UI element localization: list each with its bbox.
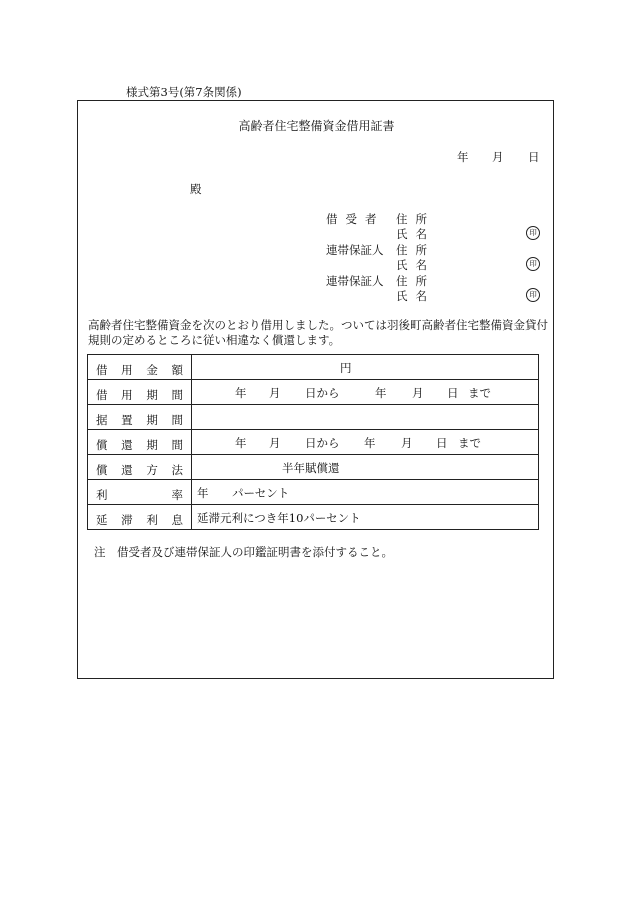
form-number-label: 様式第3号(第7条関係) — [126, 85, 242, 99]
row-label-char: 還 — [121, 462, 133, 477]
start-year: 年 — [235, 386, 247, 400]
row-label-cell — [88, 355, 192, 380]
row-value-cell — [192, 380, 539, 405]
row-label — [88, 457, 191, 478]
borrower-address-label: 住所 — [396, 212, 435, 226]
row-label-char: 額 — [171, 362, 183, 377]
end-year: 年 — [364, 436, 376, 450]
row-label-char: 償 — [96, 437, 108, 452]
row-label-cell — [88, 405, 192, 430]
row-label-cell — [88, 430, 192, 455]
late-interest-value: 延滞元利につき年10パーセント — [197, 511, 361, 525]
row-value-cell — [192, 455, 539, 480]
table-row — [88, 380, 539, 405]
guarantor1-label: 連帯保証人 — [326, 243, 384, 257]
row-label-cell — [88, 455, 192, 480]
guarantor2-seal-mark: 印 — [526, 288, 540, 302]
row-label-char: 期 — [146, 387, 158, 402]
guarantor1-name-label: 氏名 — [396, 258, 435, 272]
row-label-char: 用 — [121, 362, 133, 377]
start-day: 日から — [305, 386, 340, 400]
row-label-char: 率 — [171, 487, 183, 502]
start-year: 年 — [235, 436, 247, 450]
row-label — [88, 407, 191, 428]
certificate-frame — [77, 100, 554, 679]
row-label — [88, 357, 191, 378]
guarantor1-address-label: 住所 — [396, 243, 435, 257]
row-label-char: 間 — [171, 387, 183, 402]
addressee-honorific: 殿 — [190, 182, 202, 196]
end-day: 日 — [436, 436, 448, 450]
row-label-char: 法 — [171, 462, 183, 477]
row-label — [88, 432, 191, 453]
date-day: 日 — [528, 150, 540, 164]
row-label-cell — [88, 380, 192, 405]
rate-year: 年 — [197, 486, 209, 500]
row-label-char: 方 — [146, 462, 158, 477]
rate-percent-unit: パーセント — [232, 486, 290, 500]
row-label-char: 延 — [96, 512, 108, 527]
row-label-char: 息 — [171, 512, 183, 527]
table-row — [88, 505, 539, 530]
row-label-char: 借 — [96, 362, 108, 377]
row-label — [88, 482, 191, 503]
row-value-cell — [192, 405, 539, 430]
row-value-cell — [192, 355, 539, 380]
start-day: 日から — [305, 436, 340, 450]
end-year: 年 — [375, 386, 387, 400]
row-label-char: 期 — [146, 437, 158, 452]
table-row — [88, 480, 539, 505]
row-label-char: 用 — [121, 387, 133, 402]
row-label — [88, 507, 191, 528]
row-label-char: 償 — [96, 462, 108, 477]
borrowing-statement: 高齢者住宅整備資金を次のとおり借用しました。ついては羽後町高齢者住宅整備資金貸付規則の定めるところに従い相違なく償還します。 — [88, 318, 548, 347]
until-text: まで — [458, 436, 481, 450]
document-title: 高齢者住宅整備資金借用証書 — [238, 119, 395, 133]
row-value-cell — [192, 480, 539, 505]
date-month: 月 — [492, 150, 504, 164]
row-label-char: 利 — [146, 512, 158, 527]
yen-unit: 円 — [340, 361, 352, 375]
row-label-char: 利 — [96, 487, 108, 502]
table-row — [88, 355, 539, 380]
seal-certificate-note: 注 借受者及び連帯保証人の印鑑証明書を添付すること。 — [94, 545, 393, 559]
repayment-method-value: 半年賦償還 — [282, 461, 340, 475]
row-value-cell — [192, 505, 539, 530]
start-month: 月 — [269, 436, 281, 450]
row-label-char: 間 — [171, 437, 183, 452]
table-row — [88, 430, 539, 455]
guarantor1-seal-mark: 印 — [526, 257, 540, 271]
row-label-char: 借 — [96, 387, 108, 402]
row-label-cell — [88, 505, 192, 530]
end-month: 月 — [412, 386, 424, 400]
row-label — [88, 382, 191, 403]
table-row — [88, 455, 539, 480]
guarantor2-address-label: 住所 — [396, 274, 435, 288]
guarantor2-name-label: 氏名 — [396, 289, 435, 303]
loan-terms-table — [87, 354, 539, 530]
start-month: 月 — [269, 386, 281, 400]
row-label-char: 据 — [96, 412, 108, 427]
borrower-seal-mark: 印 — [526, 226, 540, 240]
table-row — [88, 405, 539, 430]
end-month: 月 — [401, 436, 413, 450]
until-text: まで — [468, 386, 491, 400]
borrower-label: 借受者 — [326, 212, 385, 226]
row-label-char: 期 — [146, 412, 158, 427]
row-label-cell — [88, 480, 192, 505]
row-label-char: 間 — [171, 412, 183, 427]
borrower-name-label: 氏名 — [396, 227, 435, 241]
row-label-char: 金 — [146, 362, 158, 377]
row-value-cell — [192, 430, 539, 455]
guarantor2-label: 連帯保証人 — [326, 274, 384, 288]
row-label-char: 滞 — [121, 512, 133, 527]
end-day: 日 — [447, 386, 459, 400]
row-label-char: 置 — [121, 412, 133, 427]
date-year: 年 — [457, 150, 469, 164]
row-label-char: 還 — [121, 437, 133, 452]
